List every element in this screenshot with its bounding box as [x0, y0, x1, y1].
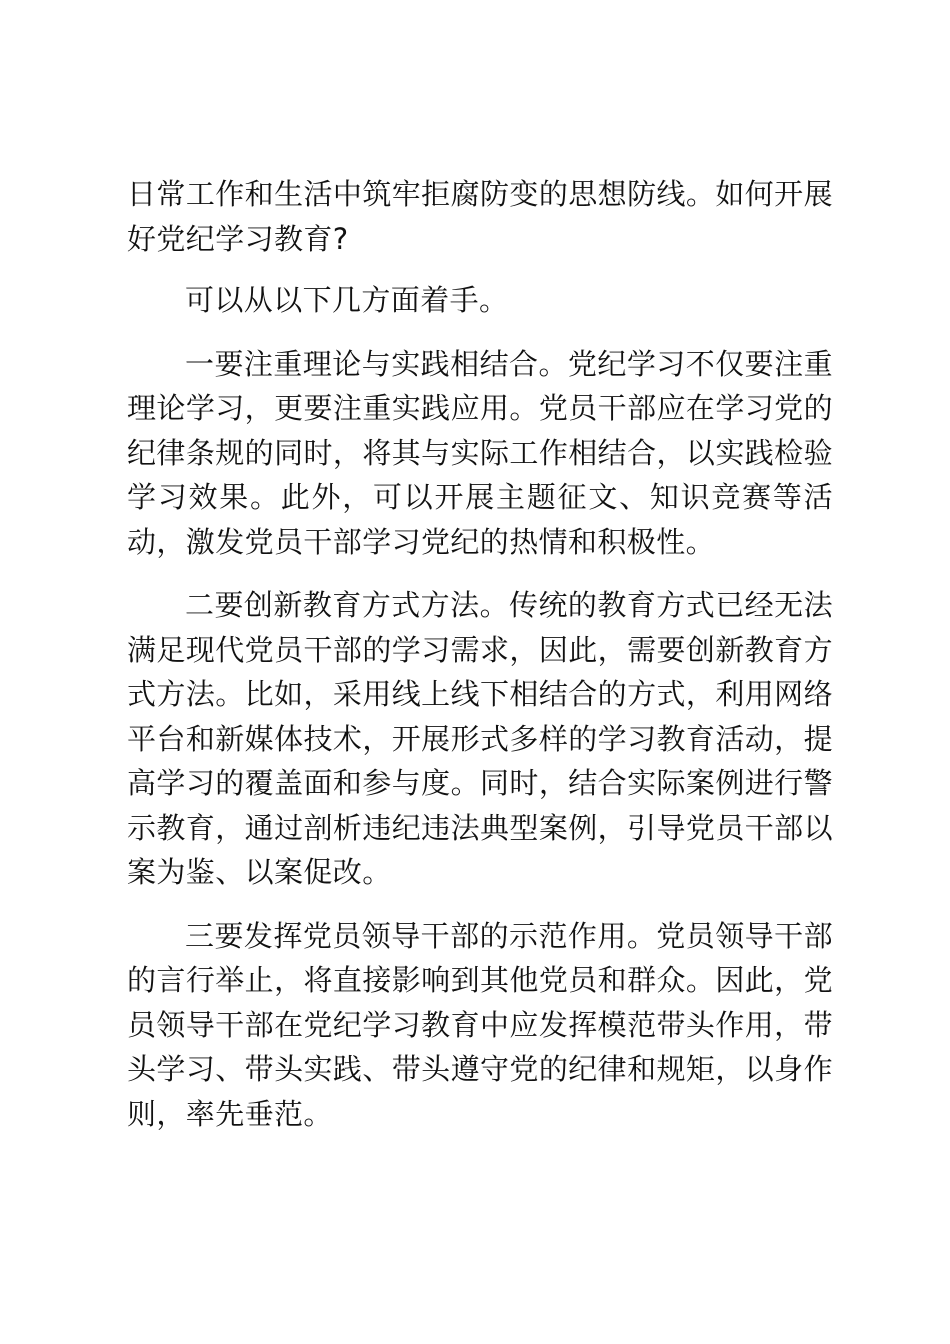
- document-body: [127, 172, 833, 1155]
- paragraph-point-two: 二要创新教育方式方法。传统的教育方式已经无法满足现代党员干部的学习需求，因此，需要创新教育方式方法。比如，采用线上线下相结合的方式，利用网络平台和新媒体技术，开展形式多样的学习教育活动，提高学习的覆盖面和参与度。同时，结合实际案例进行警示教育，通过剖析违纪违法典型案例，引导党员干部以案为鉴、以案促改。: [127, 588, 833, 889]
- paragraph-point-one: 一要注重理论与实践相结合。党纪学习不仅要注重理论学习，更要注重实践应用。党员干部应在学习党的纪律条规的同时，将其与实际工作相结合，以实践检验学习效果。此外，可以开展主题征文、知识竞赛等活动，激发党员干部学习党纪的热情和积极性。: [127, 346, 833, 559]
- paragraph-point-three: 三要发挥党员领导干部的示范作用。党员领导干部的言行举止，将直接影响到其他党员和群众。因此，党员领导干部在党纪学习教育中应发挥模范带头作用，带头学习、带头实践、带头遵守党的纪律和规矩，以身作则，率先垂范。: [127, 918, 833, 1131]
- paragraph-intro: 可以从以下几方面着手。: [185, 283, 509, 317]
- paragraph-continuation: 日常工作和生活中筑牢拒腐防变的思想防线。如何开展好党纪学习教育?: [127, 177, 833, 256]
